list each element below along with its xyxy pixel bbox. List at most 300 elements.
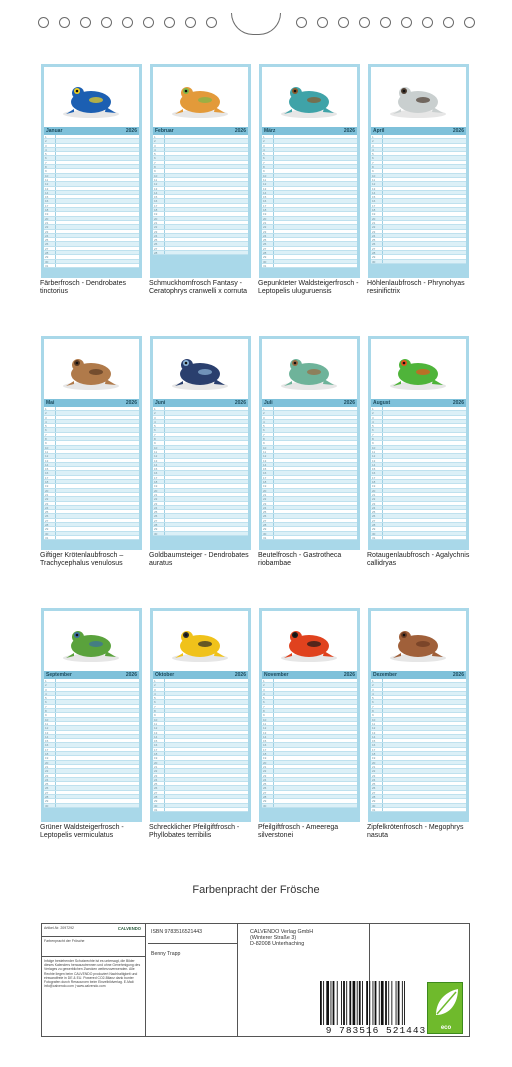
- day-number: 15: [262, 467, 274, 470]
- day-number: 3: [44, 144, 56, 147]
- day-row: [44, 804, 139, 808]
- hanger-hole: [185, 17, 196, 28]
- day-number: 27: [371, 247, 383, 250]
- day-row: [153, 251, 248, 255]
- publisher-line: CALVENDO Verlag GmbH: [250, 929, 314, 935]
- month-card: [41, 336, 142, 550]
- day-number: 6: [44, 156, 56, 159]
- day-number: 28: [44, 251, 56, 254]
- day-number: 4: [371, 148, 383, 151]
- day-number: 10: [371, 718, 383, 721]
- day-number: 8: [262, 709, 274, 712]
- day-number: 25: [262, 510, 274, 513]
- day-number: 11: [371, 178, 383, 181]
- day-number: 7: [371, 161, 383, 164]
- day-number: 2: [153, 139, 165, 142]
- day-number: 20: [44, 217, 56, 220]
- day-number: 8: [262, 165, 274, 168]
- day-number: 17: [44, 748, 56, 751]
- month-header: [371, 671, 466, 679]
- month-card: [41, 64, 142, 278]
- day-number: 23: [153, 230, 165, 233]
- day-number: 22: [371, 497, 383, 500]
- day-number: 28: [44, 523, 56, 526]
- day-grid: [44, 135, 139, 268]
- day-number: 21: [371, 221, 383, 224]
- day-number: 26: [153, 242, 165, 245]
- day-number: 26: [153, 514, 165, 517]
- month-card: [368, 336, 469, 550]
- day-number: 20: [44, 761, 56, 764]
- day-number: 29: [44, 527, 56, 530]
- legal-text: Infolge bestehender Schutzrechte ist es untersagt, die Bilder dieses Kalenders herauszutrennen und ohne Genehmigung des Verlages zu gewerblichen Zwecken weiterzuverwenden. Alle Rechte liegen beim CALVENDO produziert Nachhaltigkeit und einwandfreie in DE & EU. Powered CO2-Bilanz dank bunter Fotografen durch Ressourcen beim Einzelbildverlag. E-Mail: info@calvendo.com | www.calvendo.com: [44, 959, 141, 989]
- day-number: 6: [44, 700, 56, 703]
- day-number: 3: [44, 688, 56, 691]
- day-number: 17: [371, 476, 383, 479]
- day-number: 7: [44, 705, 56, 708]
- day-number: 17: [262, 204, 274, 207]
- day-number: 26: [153, 786, 165, 789]
- day-number: 16: [44, 199, 56, 202]
- day-number: 7: [371, 433, 383, 436]
- day-number: 7: [262, 433, 274, 436]
- day-number: 29: [44, 799, 56, 802]
- day-number: 12: [262, 726, 274, 729]
- day-number: 14: [371, 463, 383, 466]
- day-number: 9: [371, 441, 383, 444]
- month-card: [150, 336, 251, 550]
- month-year: 2026: [234, 672, 246, 678]
- month-year: 2026: [343, 672, 355, 678]
- frog-caption: Schrecklicher Pfeilgiftfrosch - Phyllobates terribilis: [149, 824, 240, 839]
- day-number: 12: [371, 454, 383, 457]
- day-number: 6: [262, 156, 274, 159]
- day-number: 29: [262, 527, 274, 530]
- hanger-hole: [443, 17, 454, 28]
- day-number: 13: [153, 731, 165, 734]
- day-number: 19: [44, 756, 56, 759]
- month-name: Dezember: [373, 672, 397, 678]
- day-number: 7: [262, 705, 274, 708]
- day-number: 29: [371, 799, 383, 802]
- day-number: 2: [44, 411, 56, 414]
- hanger-hole: [122, 17, 133, 28]
- day-number: 2: [262, 683, 274, 686]
- product-title: Farbenpracht der Frösche: [42, 937, 145, 957]
- day-number: 20: [371, 217, 383, 220]
- day-row: [262, 536, 357, 540]
- author: Benny Trapp: [151, 951, 181, 957]
- month-card: [41, 608, 142, 822]
- day-number: 25: [262, 238, 274, 241]
- day-number: 29: [371, 255, 383, 258]
- day-row: [371, 808, 466, 812]
- hanger-hole: [59, 17, 70, 28]
- month-header: [44, 127, 139, 135]
- day-number: 11: [371, 722, 383, 725]
- day-number: 27: [262, 519, 274, 522]
- publisher-line: D-82008 Unterhaching: [250, 941, 305, 947]
- day-number: 20: [371, 761, 383, 764]
- day-row: [262, 264, 357, 268]
- day-number: 6: [153, 700, 165, 703]
- day-number: 2: [44, 139, 56, 142]
- day-number: 24: [153, 506, 165, 509]
- frog-caption: Gepunkteter Waldsteigerfrosch - Leptopelis uluguruensis: [258, 280, 359, 295]
- day-number: 26: [44, 242, 56, 245]
- frog-caption: Goldbaumsteiger - Dendrobates auratus: [149, 552, 249, 567]
- month-year: 2026: [343, 128, 355, 134]
- frog-icon: [44, 611, 139, 671]
- day-number: 14: [262, 463, 274, 466]
- day-number: 23: [44, 230, 56, 233]
- day-number: 26: [262, 242, 274, 245]
- day-number: 22: [44, 769, 56, 772]
- day-number: 25: [371, 238, 383, 241]
- frog-photo: [262, 67, 357, 127]
- frog-caption: Pfeilgiftfrosch - Ameerega silverstonei: [258, 824, 339, 839]
- day-grid: [371, 679, 466, 812]
- day-number: 11: [371, 450, 383, 453]
- day-number: 3: [371, 144, 383, 147]
- day-number: 1: [44, 407, 56, 410]
- day-number: 16: [262, 199, 274, 202]
- day-number: 4: [262, 148, 274, 151]
- day-number: 31: [153, 808, 165, 811]
- frog-icon: [153, 339, 248, 399]
- day-number: 6: [153, 156, 165, 159]
- day-number: 25: [371, 782, 383, 785]
- day-number: 18: [262, 752, 274, 755]
- day-number: 14: [44, 735, 56, 738]
- day-number: 19: [44, 484, 56, 487]
- hanger-hole: [80, 17, 91, 28]
- frog-icon: [262, 339, 357, 399]
- day-number: 4: [153, 148, 165, 151]
- month-name: Februar: [155, 128, 174, 134]
- day-number: 26: [371, 242, 383, 245]
- day-number: 25: [153, 238, 165, 241]
- frog-photo: [153, 67, 248, 127]
- day-number: 5: [44, 152, 56, 155]
- day-number: 13: [44, 731, 56, 734]
- calvendo-logo: CALVENDO: [117, 926, 141, 931]
- day-number: 14: [153, 463, 165, 466]
- day-number: 2: [262, 139, 274, 142]
- day-number: 24: [44, 778, 56, 781]
- day-number: 17: [153, 204, 165, 207]
- day-number: 23: [44, 774, 56, 777]
- day-number: 10: [262, 174, 274, 177]
- day-number: 8: [262, 437, 274, 440]
- day-number: 15: [44, 739, 56, 742]
- info-panel: [41, 923, 470, 1037]
- month-year: 2026: [452, 672, 464, 678]
- day-number: 3: [371, 416, 383, 419]
- day-number: 23: [371, 774, 383, 777]
- day-number: 12: [262, 454, 274, 457]
- day-number: 28: [262, 795, 274, 798]
- day-number: 29: [44, 255, 56, 258]
- day-number: 24: [371, 234, 383, 237]
- day-number: 9: [262, 169, 274, 172]
- day-number: 13: [371, 731, 383, 734]
- month-card: [368, 64, 469, 278]
- month-year: 2026: [452, 128, 464, 134]
- day-number: 18: [44, 480, 56, 483]
- day-number: 3: [262, 688, 274, 691]
- day-number: 7: [153, 433, 165, 436]
- frog-icon: [44, 339, 139, 399]
- day-number: 7: [262, 161, 274, 164]
- day-number: 12: [44, 454, 56, 457]
- month-card: [259, 336, 360, 550]
- info-column-isbn: [148, 924, 238, 1036]
- day-number: 3: [44, 416, 56, 419]
- day-number: 27: [153, 247, 165, 250]
- hanger-hole: [422, 17, 433, 28]
- day-number: 18: [371, 752, 383, 755]
- day-number: 4: [44, 692, 56, 695]
- day-number: 30: [371, 804, 383, 807]
- day-number: 2: [153, 411, 165, 414]
- day-number: 28: [153, 251, 165, 254]
- day-number: 4: [44, 148, 56, 151]
- day-number: 16: [44, 743, 56, 746]
- day-number: 16: [371, 199, 383, 202]
- day-number: 30: [44, 804, 56, 807]
- frog-icon: [44, 67, 139, 127]
- day-number: 28: [153, 523, 165, 526]
- day-number: 17: [262, 476, 274, 479]
- hanger-hole: [143, 17, 154, 28]
- day-number: 9: [44, 441, 56, 444]
- month-header: [153, 399, 248, 407]
- day-number: 20: [262, 489, 274, 492]
- day-grid: [44, 407, 139, 540]
- day-number: 4: [262, 692, 274, 695]
- day-number: 15: [153, 467, 165, 470]
- day-number: 16: [153, 199, 165, 202]
- month-name: Mai: [46, 400, 55, 406]
- day-number: 19: [153, 484, 165, 487]
- day-number: 2: [153, 683, 165, 686]
- day-number: 23: [262, 502, 274, 505]
- day-number: 12: [371, 726, 383, 729]
- day-number: 30: [44, 532, 56, 535]
- day-number: 25: [44, 238, 56, 241]
- day-number: 1: [262, 135, 274, 138]
- day-number: 21: [371, 493, 383, 496]
- day-number: 27: [262, 247, 274, 250]
- day-number: 19: [371, 484, 383, 487]
- day-number: 10: [153, 446, 165, 449]
- day-number: 4: [371, 420, 383, 423]
- day-number: 25: [153, 782, 165, 785]
- month-name: April: [373, 128, 385, 134]
- day-number: 15: [371, 739, 383, 742]
- day-number: 19: [262, 756, 274, 759]
- day-number: 21: [44, 493, 56, 496]
- day-number: 24: [153, 778, 165, 781]
- frog-photo: [44, 339, 139, 399]
- frog-caption: Giftiger Krötenlaubfrosch – Trachycephalus venulosus: [40, 552, 124, 567]
- day-number: 22: [44, 225, 56, 228]
- day-number: 23: [371, 230, 383, 233]
- day-number: 22: [371, 225, 383, 228]
- hanger-hole: [38, 17, 49, 28]
- day-number: 27: [44, 247, 56, 250]
- day-number: 22: [153, 769, 165, 772]
- day-number: 11: [44, 722, 56, 725]
- day-number: 5: [44, 696, 56, 699]
- day-number: 4: [44, 420, 56, 423]
- day-number: 26: [44, 514, 56, 517]
- day-number: 25: [44, 510, 56, 513]
- day-number: 6: [262, 700, 274, 703]
- day-number: 19: [153, 212, 165, 215]
- day-row: [153, 808, 248, 812]
- day-number: 14: [371, 735, 383, 738]
- day-number: 10: [153, 718, 165, 721]
- day-number: 3: [262, 144, 274, 147]
- day-number: 6: [371, 428, 383, 431]
- frog-icon: [153, 67, 248, 127]
- day-number: 2: [44, 683, 56, 686]
- day-number: 7: [44, 161, 56, 164]
- day-number: 24: [371, 778, 383, 781]
- day-number: 27: [44, 791, 56, 794]
- day-number: 29: [153, 799, 165, 802]
- day-number: 11: [262, 178, 274, 181]
- info-column-article: [42, 924, 146, 1036]
- day-number: 24: [262, 234, 274, 237]
- day-grid: [262, 135, 357, 268]
- day-number: 27: [371, 791, 383, 794]
- day-number: 5: [262, 152, 274, 155]
- day-number: 9: [371, 169, 383, 172]
- day-number: 21: [44, 221, 56, 224]
- day-number: 24: [153, 234, 165, 237]
- day-number: 9: [371, 713, 383, 716]
- day-number: 13: [371, 187, 383, 190]
- day-number: 21: [153, 493, 165, 496]
- day-number: 12: [153, 726, 165, 729]
- frog-caption: Rotaugenlaubfrosch - Agalychnis callidryas: [367, 552, 470, 567]
- day-number: 16: [371, 743, 383, 746]
- day-number: 4: [371, 692, 383, 695]
- month-year: 2026: [125, 128, 137, 134]
- month-year: 2026: [234, 400, 246, 406]
- day-number: 15: [371, 467, 383, 470]
- day-number: 25: [44, 782, 56, 785]
- day-number: 21: [262, 221, 274, 224]
- month-year: 2026: [452, 400, 464, 406]
- day-number: 28: [371, 523, 383, 526]
- day-number: 5: [44, 424, 56, 427]
- month-name: Januar: [46, 128, 63, 134]
- month-year: 2026: [125, 672, 137, 678]
- day-number: 23: [371, 502, 383, 505]
- month-header: [153, 671, 248, 679]
- hanger-hole: [359, 17, 370, 28]
- day-number: 1: [371, 135, 383, 138]
- article-label: Artikel-Nr.: [44, 926, 60, 930]
- month-name: November: [264, 672, 289, 678]
- day-grid: [262, 407, 357, 540]
- day-number: 11: [153, 450, 165, 453]
- frog-photo: [44, 611, 139, 671]
- frog-icon: [371, 67, 466, 127]
- day-number: 7: [371, 705, 383, 708]
- article-number: 2097292: [60, 926, 74, 930]
- day-number: 12: [262, 182, 274, 185]
- day-number: 9: [262, 441, 274, 444]
- month-year: 2026: [343, 400, 355, 406]
- month-name: Juni: [155, 400, 166, 406]
- day-number: 9: [44, 169, 56, 172]
- day-number: 8: [153, 709, 165, 712]
- day-number: 9: [262, 713, 274, 716]
- day-grid: [371, 135, 466, 264]
- day-number: 29: [262, 799, 274, 802]
- day-number: 10: [44, 446, 56, 449]
- day-number: 20: [153, 761, 165, 764]
- day-number: 15: [44, 195, 56, 198]
- day-number: 31: [262, 264, 274, 267]
- hanger-hole: [464, 17, 475, 28]
- day-number: 9: [44, 713, 56, 716]
- day-number: 9: [153, 441, 165, 444]
- month-card: [150, 608, 251, 822]
- day-number: 19: [44, 212, 56, 215]
- day-number: 5: [153, 424, 165, 427]
- day-number: 16: [371, 471, 383, 474]
- day-number: 11: [153, 178, 165, 181]
- day-number: 18: [44, 752, 56, 755]
- day-number: 17: [262, 748, 274, 751]
- day-number: 12: [153, 454, 165, 457]
- day-number: 26: [262, 514, 274, 517]
- day-number: 1: [153, 407, 165, 410]
- day-number: 16: [262, 471, 274, 474]
- frog-icon: [371, 339, 466, 399]
- frog-icon: [262, 67, 357, 127]
- barcode-number: 9 783516 521443: [325, 1025, 427, 1036]
- day-number: 26: [44, 786, 56, 789]
- barcode: [316, 981, 436, 1037]
- day-grid: [262, 679, 357, 808]
- month-name: Oktober: [155, 672, 175, 678]
- day-number: 12: [153, 182, 165, 185]
- hanger-hole: [206, 17, 217, 28]
- day-number: 27: [262, 791, 274, 794]
- day-number: 3: [262, 416, 274, 419]
- day-number: 13: [44, 459, 56, 462]
- day-number: 16: [44, 471, 56, 474]
- day-number: 17: [44, 476, 56, 479]
- day-number: 31: [371, 808, 383, 811]
- frog-photo: [371, 67, 466, 127]
- day-grid: [44, 679, 139, 808]
- day-number: 11: [262, 722, 274, 725]
- frog-photo: [371, 339, 466, 399]
- day-number: 13: [153, 459, 165, 462]
- day-number: 24: [44, 234, 56, 237]
- day-number: 23: [262, 774, 274, 777]
- month-header: [262, 399, 357, 407]
- day-row: [153, 532, 248, 536]
